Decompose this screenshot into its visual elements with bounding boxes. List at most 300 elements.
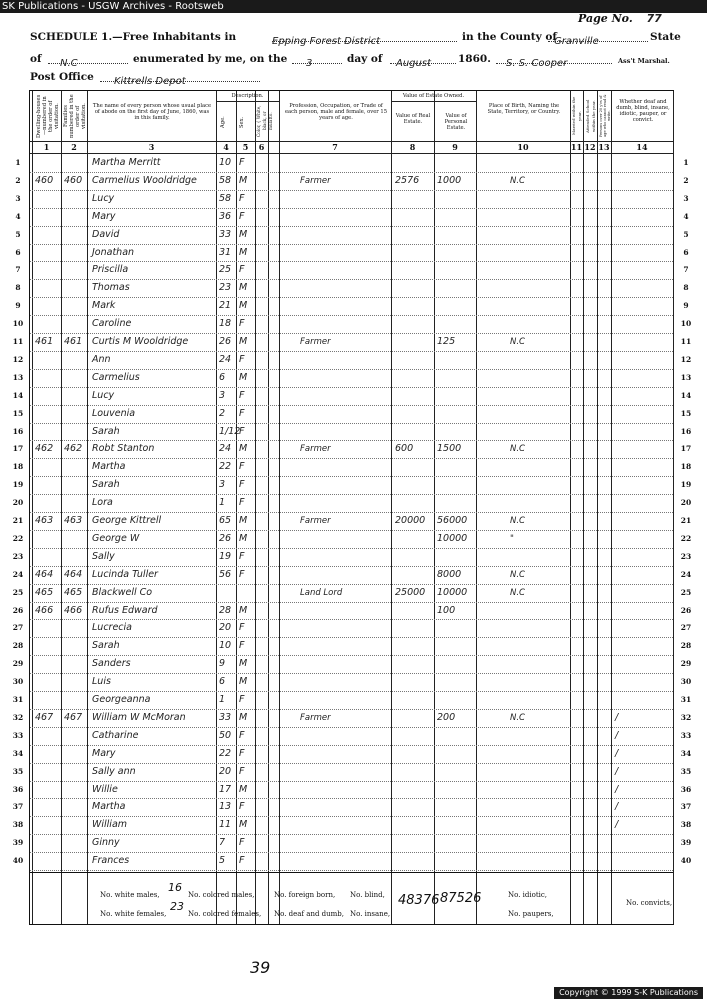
row-divider <box>30 637 673 638</box>
white-males-label: No. white males, <box>100 891 160 899</box>
col-dwelling-heading: Dwelling-houses—numbered in the order of visitation. <box>36 94 60 138</box>
person-name-cell: Sally ann <box>92 765 136 777</box>
line-number-left: 4 <box>15 211 21 221</box>
line-number-right: 15 <box>680 408 692 418</box>
deaf-dumb-label: No. deaf and dumb, <box>274 910 344 918</box>
personal-estate-cell: 10000 <box>437 532 468 544</box>
occupation-cell: Land Lord <box>300 587 343 598</box>
row-divider <box>30 458 673 459</box>
age-cell: 7 <box>219 837 226 849</box>
sex-cell: F <box>239 855 245 867</box>
line-number-right: 12 <box>680 354 692 364</box>
row-divider <box>30 673 673 674</box>
person-name-cell: Martha Merritt <box>92 157 161 168</box>
line-number-left: 25 <box>12 587 24 597</box>
age-cell: 33 <box>219 228 232 240</box>
line-number-left: 23 <box>12 551 24 561</box>
sex-cell: F <box>239 497 245 509</box>
line-number-right: 10 <box>680 319 692 329</box>
person-name-cell: Sarah <box>92 479 120 491</box>
age-cell: 11 <box>219 819 232 831</box>
idiotic-label: No. idiotic, <box>508 891 548 899</box>
age-cell: 21 <box>219 300 232 312</box>
person-name-cell: Carmelius Wooldridge <box>92 174 197 186</box>
person-name-cell: Jonathan <box>92 246 135 258</box>
col-school-heading: Attended School within the year. <box>585 99 596 133</box>
line-number-left: 32 <box>12 712 24 722</box>
district-field <box>272 29 457 47</box>
personal-estate-cell: 100 <box>437 604 456 616</box>
line-number-left: 30 <box>12 677 24 687</box>
col-number: 7 <box>332 142 338 152</box>
age-cell: 6 <box>219 676 226 688</box>
person-name-cell: Lucy <box>92 192 115 204</box>
sex-cell: M <box>239 228 248 240</box>
sex-cell: F <box>239 210 245 222</box>
dwelling-number-cell: 462 <box>35 443 54 455</box>
line-number-right: 13 <box>680 372 692 382</box>
condition-mark-cell: / <box>615 711 619 723</box>
line-number-right: 2 <box>683 175 689 185</box>
age-cell: 26 <box>219 532 232 544</box>
marshal-field <box>496 51 612 69</box>
birthplace-cell: " <box>510 533 514 544</box>
birthplace-cell: N.C <box>510 569 525 580</box>
line-number-right: 29 <box>680 659 692 669</box>
person-name-cell: George W <box>92 532 140 544</box>
person-name-cell: Robt Stanton <box>92 443 155 455</box>
person-name-cell: Catharine <box>92 729 139 741</box>
line-number-right: 27 <box>680 623 692 633</box>
age-cell: 31 <box>219 246 232 258</box>
birthplace-cell: N.C <box>510 175 525 186</box>
col-number: 11 <box>570 142 583 152</box>
birthplace-cell: N.C <box>510 337 525 347</box>
row-divider <box>30 297 673 298</box>
line-number-right: 6 <box>683 247 689 257</box>
row-divider <box>30 208 673 209</box>
person-name-cell: Sanders <box>92 658 131 670</box>
birthplace-cell: N.C <box>510 712 525 723</box>
age-cell: 19 <box>219 550 232 562</box>
row-divider <box>30 548 673 549</box>
col-number: 10 <box>517 142 529 152</box>
col-literacy-heading: Persons over 20 y'rs of age who cannot read & write. <box>599 94 611 138</box>
family-number-cell: 462 <box>64 443 83 455</box>
line-number-right: 35 <box>680 766 692 776</box>
line-number-right: 24 <box>680 569 692 579</box>
sex-cell: M <box>239 532 248 544</box>
age-cell: 2 <box>219 407 226 419</box>
personal-estate-total: 87526 <box>440 891 482 906</box>
col-name-heading: The name of every person whose usual place of abode on the first day of June, 1860, was in this family. <box>92 103 212 121</box>
person-name-cell: Thomas <box>92 282 130 294</box>
age-cell: 24 <box>219 353 232 365</box>
line-number-left: 28 <box>12 641 24 651</box>
person-name-cell: Willie <box>92 783 118 795</box>
personal-estate-cell: 8000 <box>437 568 462 580</box>
line-number-right: 38 <box>680 820 692 830</box>
sex-cell: F <box>239 640 245 652</box>
source-banner: SK Publications - USGW Archives - Rootsweb <box>0 0 707 13</box>
line-number-left: 19 <box>12 480 24 490</box>
sex-cell: F <box>239 353 245 365</box>
line-number-left: 9 <box>15 301 21 311</box>
line-number-left: 12 <box>12 354 24 364</box>
page-number-label <box>578 12 662 25</box>
line-number-right: 4 <box>683 211 689 221</box>
sex-cell: F <box>239 425 245 437</box>
line-number-left: 24 <box>12 569 24 579</box>
person-name-cell: Caroline <box>92 318 132 330</box>
schedule-title-line <box>30 31 236 43</box>
line-number-left: 16 <box>12 426 24 436</box>
row-divider <box>30 351 673 352</box>
birthplace-cell: N.C <box>510 516 525 526</box>
row-divider <box>30 476 673 477</box>
family-number-cell: 466 <box>64 604 83 616</box>
person-name-cell: Mary <box>92 210 116 222</box>
condition-mark-cell: / <box>615 819 619 831</box>
family-number-cell: 461 <box>64 336 83 347</box>
age-cell: 1 <box>219 497 226 509</box>
line-number-right: 26 <box>680 605 692 615</box>
row-divider <box>30 781 673 782</box>
age-cell: 13 <box>219 801 232 813</box>
line-number-right: 3 <box>683 193 689 203</box>
dwelling-number-cell: 463 <box>35 515 54 526</box>
person-name-cell: Lucy <box>92 389 115 401</box>
line-number-left: 29 <box>12 659 24 669</box>
line-number-right: 5 <box>683 229 689 239</box>
personal-estate-cell: 200 <box>437 711 456 723</box>
person-name-cell: William W McMoran <box>92 711 186 723</box>
sex-cell: F <box>239 801 245 813</box>
line-number-left: 11 <box>12 337 24 346</box>
sex-cell: F <box>239 729 245 741</box>
line-number-left: 31 <box>12 695 24 704</box>
line-number-right: 40 <box>680 856 692 866</box>
line-number-right: 37 <box>680 802 692 812</box>
col-number: 13 <box>598 142 610 152</box>
sex-cell: F <box>239 264 245 276</box>
col-birthplace-heading: Place of Birth, Naming the State, Territory, or Country. <box>487 103 561 115</box>
line-number-right: 22 <box>680 533 692 543</box>
county-field <box>548 29 648 47</box>
line-number-left: 37 <box>12 802 24 812</box>
condition-mark-cell: / <box>615 801 619 813</box>
dwelling-number-cell: 466 <box>35 604 54 616</box>
age-cell: 50 <box>219 729 232 741</box>
age-cell: 18 <box>219 318 232 330</box>
dwelling-number-cell: 461 <box>35 336 54 347</box>
enumerated-label: enumerated by me, on the <box>133 53 288 65</box>
age-cell: 20 <box>219 765 232 777</box>
page-label: Page No. <box>578 12 633 25</box>
line-number-left: 1 <box>15 158 21 167</box>
sex-cell: M <box>239 282 248 294</box>
age-cell: 22 <box>219 747 232 759</box>
dwelling-number-cell: 460 <box>35 174 54 186</box>
line-number-left: 5 <box>15 229 21 239</box>
line-number-left: 38 <box>12 820 24 830</box>
sex-cell: F <box>239 479 245 491</box>
age-cell: 1/12 <box>219 425 241 437</box>
sex-cell: M <box>239 246 248 258</box>
line-number-right: 7 <box>683 265 689 275</box>
line-number-right: 8 <box>683 283 689 293</box>
personal-estate-cell: 1000 <box>437 174 462 186</box>
condition-mark-cell: / <box>615 729 619 741</box>
line-number-left: 27 <box>12 623 24 633</box>
sex-cell: F <box>239 747 245 759</box>
col-number: 1 <box>43 142 50 152</box>
line-number-left: 15 <box>12 408 24 418</box>
person-name-cell: Curtis M Wooldridge <box>92 336 189 347</box>
line-number-right: 36 <box>680 784 692 794</box>
line-number-left: 35 <box>12 766 24 776</box>
line-number-left: 3 <box>15 193 21 203</box>
marshal-label: Ass't Marshal. <box>618 57 670 65</box>
copyright-notice: Copyright © 1999 S-K Publications <box>554 987 703 999</box>
person-name-cell: George Kittrell <box>92 515 162 526</box>
post-office-field <box>100 69 260 87</box>
line-number-right: 11 <box>680 337 692 346</box>
occupation-cell: Farmer <box>300 516 331 526</box>
line-number-left: 10 <box>12 319 24 329</box>
col-number: 14 <box>636 142 648 152</box>
line-number-left: 6 <box>15 247 21 257</box>
district-value: Epping Forest District <box>272 36 381 47</box>
age-cell: 10 <box>219 157 232 168</box>
sex-cell: M <box>239 819 248 831</box>
line-number-left: 40 <box>12 856 24 866</box>
col-age-heading: Age. <box>220 116 226 128</box>
line-number-right: 9 <box>683 301 689 311</box>
age-cell: 22 <box>219 461 232 473</box>
day-of-label: day of <box>347 53 383 65</box>
age-cell: 58 <box>219 174 232 186</box>
sex-cell: M <box>239 443 248 455</box>
line-number-left: 21 <box>12 516 24 525</box>
col-number: 12 <box>584 142 596 152</box>
col-estate-group-heading: Value of Estate Owned. <box>402 93 465 99</box>
sex-cell: F <box>239 318 245 330</box>
sex-cell: F <box>239 192 245 204</box>
sex-cell: M <box>239 676 248 688</box>
col-number: 6 <box>258 142 265 152</box>
state-field <box>48 51 128 69</box>
dwelling-number-cell: 464 <box>35 568 54 580</box>
white-females-value: 23 <box>170 900 184 913</box>
line-number-right: 20 <box>680 498 692 508</box>
row-divider <box>30 423 673 424</box>
col-occupation-heading: Profession, Occupation, or Trade of each person, male and female, over 15 years of age. <box>284 103 388 121</box>
county-value: Granville <box>554 36 599 47</box>
person-name-cell: Sarah <box>92 640 120 652</box>
col-color-heading: Color, { White, black, or mulatto. <box>256 105 273 137</box>
white-males-value: 16 <box>168 881 182 894</box>
age-cell: 24 <box>219 443 232 455</box>
line-number-right: 18 <box>680 462 692 472</box>
personal-estate-cell: 10000 <box>437 586 468 598</box>
condition-mark-cell: / <box>615 747 619 759</box>
line-number-right: 33 <box>680 730 692 740</box>
line-number-right: 14 <box>680 390 692 400</box>
sex-cell: M <box>239 658 248 670</box>
col-number: 8 <box>409 142 416 152</box>
person-name-cell: David <box>92 228 120 240</box>
sex-cell: M <box>239 711 248 723</box>
sex-cell: F <box>239 550 245 562</box>
col-number: 2 <box>71 142 77 152</box>
sex-cell: F <box>239 157 245 168</box>
day-field <box>292 51 342 69</box>
line-number-right: 34 <box>680 748 692 758</box>
sex-cell: F <box>239 407 245 419</box>
sex-cell: M <box>239 515 248 526</box>
person-name-cell: Luis <box>92 676 111 688</box>
sex-cell: F <box>239 461 245 473</box>
person-name-cell: Mark <box>92 300 116 312</box>
row-divider <box>30 226 673 227</box>
line-number-left: 20 <box>12 498 24 508</box>
sex-cell: F <box>239 622 245 634</box>
line-number-right: 19 <box>680 480 692 490</box>
sex-cell: M <box>239 604 248 616</box>
col-number: 3 <box>148 142 155 152</box>
age-cell: 28 <box>219 604 232 616</box>
age-cell: 10 <box>219 640 232 652</box>
family-number-cell: 463 <box>64 515 83 526</box>
line-number-right: 23 <box>680 551 692 561</box>
row-divider <box>30 387 673 388</box>
line-number-right: 21 <box>680 516 692 525</box>
person-name-cell: Louvenia <box>92 407 136 419</box>
sex-cell: F <box>239 568 245 580</box>
col-number: 4 <box>223 142 229 152</box>
line-number-left: 8 <box>15 283 21 293</box>
person-name-cell: Lucrecia <box>92 622 132 634</box>
age-cell: 26 <box>219 336 232 347</box>
line-number-right: 30 <box>680 677 692 687</box>
col-number: 5 <box>242 142 249 152</box>
age-cell: 1 <box>219 694 226 705</box>
age-cell: 20 <box>219 622 232 634</box>
sex-cell: M <box>239 371 248 383</box>
personal-estate-cell: 1500 <box>437 443 462 455</box>
age-cell: 6 <box>219 371 226 383</box>
real-estate-cell: 25000 <box>395 586 426 598</box>
sex-cell: M <box>239 300 248 312</box>
col-sex-heading: Sex. <box>239 116 245 128</box>
line-number-right: 32 <box>680 712 692 722</box>
colored-females-label: No. colored females, <box>188 910 262 918</box>
occupation-cell: Farmer <box>300 712 331 723</box>
foreign-born-label: No. foreign born, <box>274 891 336 899</box>
page-number: 77 <box>646 12 662 25</box>
col-description-heading: Description. <box>231 93 264 99</box>
person-name-cell: Ginny <box>92 837 120 849</box>
sex-cell: F <box>239 837 245 849</box>
census-table <box>12 90 692 925</box>
sex-cell: F <box>239 694 245 705</box>
sex-cell: M <box>239 174 248 186</box>
col-family-heading: Families numbered in the order of visitation. <box>63 94 87 138</box>
col-real-estate-heading: Value of Real Estate. <box>395 113 431 125</box>
sex-cell: F <box>239 389 245 401</box>
age-cell: 25 <box>219 264 232 276</box>
age-cell: 17 <box>219 783 232 795</box>
real-estate-total: 48376 <box>398 893 440 908</box>
line-number-right: 25 <box>680 587 692 597</box>
condition-mark-cell: / <box>615 783 619 795</box>
line-number-left: 22 <box>12 533 24 543</box>
of-label: of <box>30 53 42 65</box>
personal-estate-cell: 125 <box>437 336 456 347</box>
line-number-left: 13 <box>12 372 24 382</box>
colored-males-label: No. colored males, <box>188 891 255 899</box>
birthplace-cell: N.C <box>510 444 525 455</box>
col-married-heading: Married within the year. <box>571 96 582 136</box>
real-estate-cell: 600 <box>395 443 414 455</box>
person-name-cell: Blackwell Co <box>92 586 153 598</box>
condition-mark-cell: / <box>615 765 619 777</box>
person-name-cell: Frances <box>92 855 130 867</box>
occupation-cell: Farmer <box>300 444 331 455</box>
sex-cell: M <box>239 783 248 795</box>
person-name-cell: William <box>92 819 128 831</box>
blind-label: No. blind, <box>350 891 385 899</box>
row-divider <box>30 798 673 799</box>
person-name-cell: Lora <box>92 497 113 509</box>
age-cell: 58 <box>219 192 232 204</box>
state-value: N.C <box>60 58 78 69</box>
real-estate-cell: 20000 <box>395 515 426 526</box>
line-number-right: 39 <box>680 838 692 848</box>
line-number-left: 14 <box>12 390 24 400</box>
person-name-cell: Ann <box>92 353 111 365</box>
line-number-left: 33 <box>12 730 24 740</box>
post-office-label: Post Office <box>30 71 94 83</box>
insane-label: No. insane, <box>350 910 391 918</box>
age-cell: 3 <box>219 389 226 401</box>
white-females-label: No. white females, <box>100 910 167 918</box>
family-number-cell: 465 <box>64 586 83 598</box>
line-number-left: 34 <box>12 748 24 758</box>
line-number-left: 36 <box>12 784 24 794</box>
line-number-left: 39 <box>12 838 24 848</box>
person-name-cell: Rufus Edward <box>92 604 158 616</box>
row-divider <box>30 190 673 191</box>
person-name-cell: Lucinda Tuller <box>92 568 158 580</box>
age-cell: 56 <box>219 568 232 580</box>
real-estate-cell: 2576 <box>395 174 420 186</box>
age-cell: 3 <box>219 479 226 491</box>
schedule-label: SCHEDULE 1.—Free Inhabitants in <box>30 31 237 43</box>
person-name-cell: Martha <box>92 461 126 473</box>
age-cell: 33 <box>219 711 232 723</box>
person-name-cell: Priscilla <box>92 264 129 276</box>
age-cell: 5 <box>219 855 226 867</box>
age-cell: 65 <box>219 515 232 526</box>
line-number-right: 31 <box>680 695 692 704</box>
birthplace-cell: N.C <box>510 587 525 598</box>
paupers-label: No. paupers, <box>508 910 554 918</box>
line-number-right: 1 <box>683 158 689 167</box>
person-name-cell: Georgeanna <box>92 694 151 705</box>
year-label: 1860. <box>458 53 491 65</box>
